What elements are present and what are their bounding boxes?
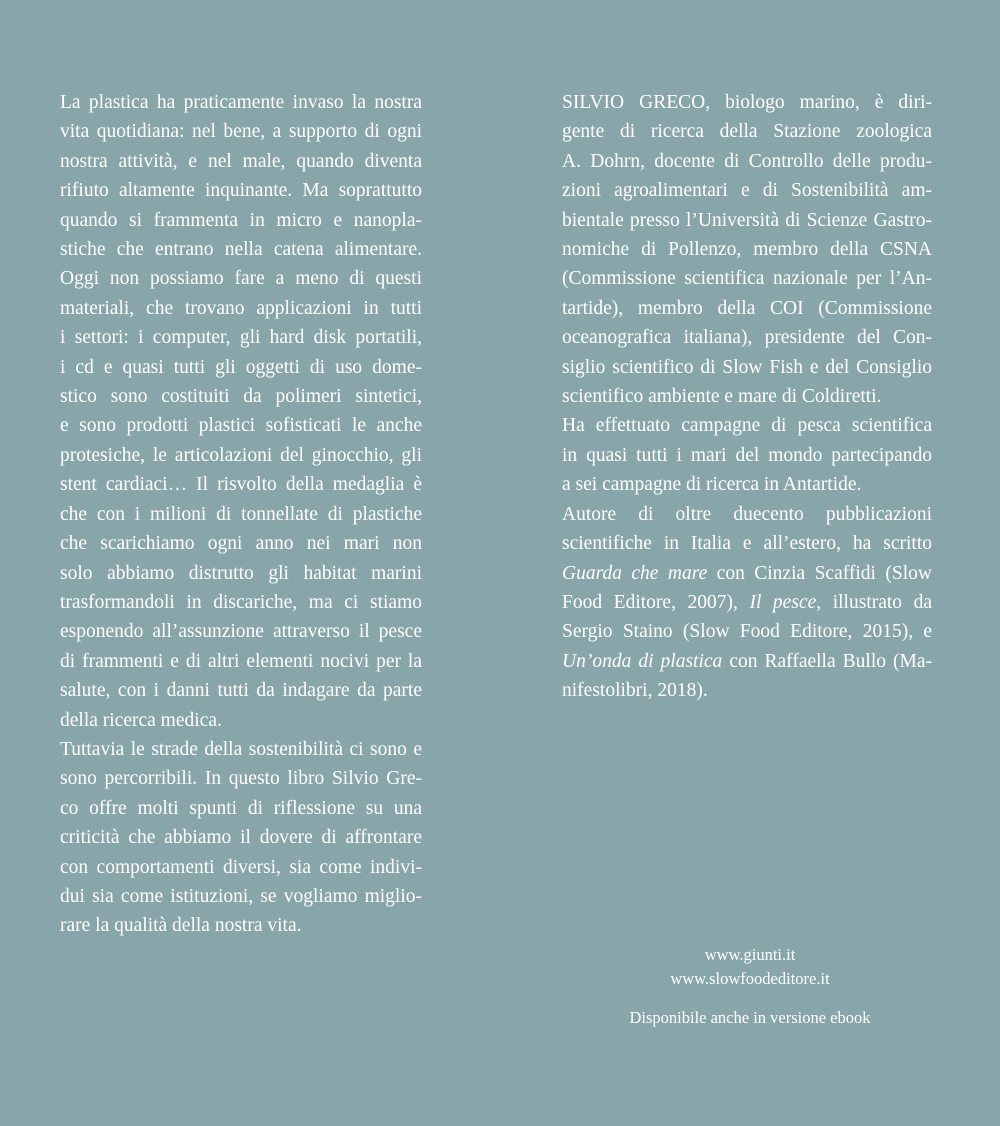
book-blurb-line: rifiuto altamente inquinante. Ma soprattutto: [60, 180, 422, 202]
book-blurb-line: stent cardiaci… Il risvolto della medaglia è: [60, 474, 422, 496]
author-bio-line: scientifico ambiente e mare di Coldiretti.: [562, 386, 882, 408]
website-link-slowfood[interactable]: www.slowfoodeditore.it: [670, 969, 830, 988]
author-bio: [562, 88, 932, 706]
website-link-giunti[interactable]: www.giunti.it: [704, 945, 796, 964]
book-blurb-line: con comportamenti diversi, sia come indivi-: [60, 856, 422, 878]
book-blurb-line: sono percorribili. In questo libro Silvio Gre-: [60, 768, 422, 790]
author-bio-line: Ha effettuato campagne di pesca scientifica: [562, 415, 932, 437]
book-blurb-line: vita quotidiana: nel bene, a supporto di ogni: [60, 121, 422, 143]
book-blurb-line: Oggi non possiamo fare a meno di questi: [60, 268, 422, 290]
author-bio-line: zioni agroalimentari e di Sostenibilità am-: [562, 180, 932, 202]
author-bio-line: in quasi tutti i mari del mondo partecipando: [562, 444, 932, 466]
book-blurb-line: e sono prodotti plastici sofisticati le anche: [60, 415, 422, 437]
author-bio-line: nomiche di Pollenzo, membro della CSNA: [562, 239, 932, 261]
book-blurb-line: nostra attività, e nel male, quando diventa: [60, 150, 422, 172]
publisher-links: [560, 943, 940, 991]
book-blurb: [60, 88, 422, 941]
author-bio-line: oceanografica italiana), presidente del Con-: [562, 327, 932, 349]
book-title: Guarda che mare: [562, 562, 708, 584]
book-blurb-line: rare la qualità della nostra vita.: [60, 915, 302, 937]
book-blurb-line: solo abbiamo distrutto gli habitat marini: [60, 562, 422, 584]
book-blurb-line: dui sia come istituzioni, se vogliamo miglio-: [60, 885, 422, 907]
book-blurb-line: materiali, che trovano applicazioni in tutti: [60, 297, 422, 319]
author-bio-line: (Commissione scientifica nazionale per l’An-: [562, 268, 932, 290]
author-bio-line: SILVIO GRECO, biologo marino, è diri-: [562, 92, 932, 113]
author-bio-line: a sei campagne di ricerca in Antartide.: [562, 474, 862, 496]
author-bio-line: gente di ricerca della Stazione zoologica: [562, 121, 932, 143]
book-blurb-line: salute, con i danni tutti da indagare da parte: [60, 680, 422, 702]
book-blurb-line: protesiche, le articolazioni del ginocchio, gli: [60, 444, 422, 466]
book-blurb-line: criticità che abbiamo il dovere di affrontare: [60, 827, 422, 849]
author-bio-line: scientifiche in Italia e all’estero, ha scritto: [562, 533, 932, 555]
author-bio-line: Autore di oltre duecento pubblicazioni: [562, 503, 932, 525]
book-blurb-line: i settori: i computer, gli hard disk portatili,: [60, 327, 422, 349]
book-blurb-line: trasformandoli in discariche, ma ci stiamo: [60, 591, 422, 613]
book-blurb-line: i cd e quasi tutti gli oggetti di uso dome-: [60, 356, 422, 378]
author-bio-line: Sergio Staino (Slow Food Editore, 2015), e: [562, 621, 932, 643]
author-bio-line: nifestolibri, 2018).: [562, 680, 708, 702]
author-bio-line: Guarda che mare con Cinzia Scaffidi (Slow: [562, 562, 932, 584]
book-blurb-line: che con i milioni di tonnellate di plastiche: [60, 503, 422, 525]
author-bio-lines: [562, 88, 932, 559]
book-blurb-line: di frammenti e di altri elementi nocivi per la: [60, 650, 422, 672]
author-bio-line: bientale presso l’Università di Scienze Gastro-: [562, 209, 932, 231]
book-blurb-line: La plastica ha praticamente invaso la nostra: [60, 92, 422, 113]
ebook-note: Disponibile anche in versione ebook: [629, 1008, 871, 1027]
book-blurb-line: co offre molti spunti di riflessione su una: [60, 797, 422, 819]
book-blurb-line: stiche che entrano nella catena alimentare.: [60, 239, 422, 261]
book-title: Il pesce: [749, 591, 817, 613]
author-bio-line: Un’onda di plastica con Raffaella Bullo (Ma-: [562, 650, 933, 672]
author-bio-line: siglio scientifico di Slow Fish e del Consiglio: [562, 356, 932, 378]
book-title: Un’onda di plastica: [562, 650, 723, 672]
book-blurb-line: che scarichiamo ogni anno nei mari non: [60, 533, 422, 555]
author-bio-line: A. Dohrn, docente di Controllo delle produ-: [562, 150, 932, 172]
author-bio-line: Food Editore, 2007), Il pesce, illustrato da: [562, 591, 933, 613]
book-blurb-line: stico sono costituiti da polimeri sintetici,: [60, 386, 422, 408]
book-blurb-line: della ricerca medica.: [60, 709, 222, 731]
book-blurb-line: Tuttavia le strade della sostenibilità ci sono e: [60, 738, 422, 760]
book-blurb-line: esponendo all’assunzione attraverso il pesce: [60, 621, 422, 643]
author-bio-line: tartide), membro della COI (Commissione: [562, 297, 932, 319]
book-blurb-line: quando si frammenta in micro e nanopla-: [60, 209, 422, 231]
